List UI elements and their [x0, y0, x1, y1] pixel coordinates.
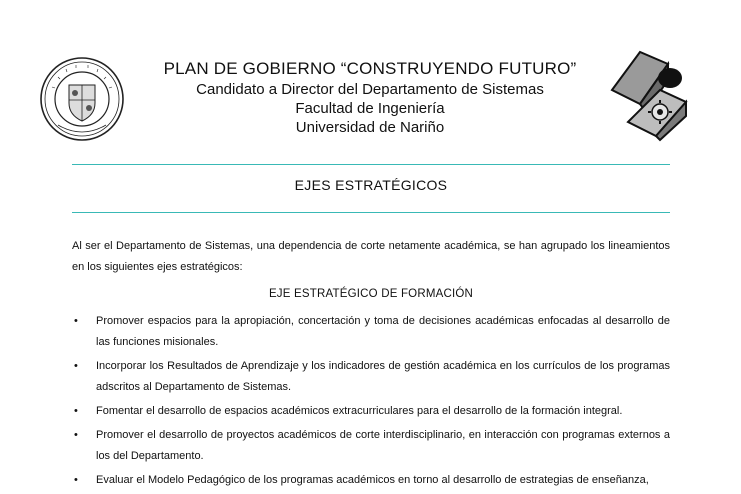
candidate-line: Candidato a Director del Departamento de Sistemas — [196, 81, 544, 98]
top-divider — [72, 164, 670, 165]
bullet-icon: • — [74, 429, 78, 441]
list-item — [72, 425, 670, 467]
list-item-text: Incorporar los Resultados de Aprendizaje y los indicadores de gestión académica en los currículos de los programas adscritos al Departamento de Sistemas. — [96, 360, 670, 393]
list-item — [72, 401, 670, 422]
intro-paragraph: Al ser el Departamento de Sistemas, una dependencia de corte netamente académica, se han agrupado los lineamientos en los siguientes ejes estratégicos: — [72, 240, 670, 273]
list-item-text: Evaluar el Modelo Pedagógico de los programas académicos en torno al desarrollo de estrategias de enseñanza, — [96, 474, 649, 486]
bullet-icon: • — [74, 315, 78, 327]
list-item — [72, 470, 670, 491]
section-title: EJES ESTRATÉGICOS — [294, 177, 448, 193]
bottom-divider — [72, 212, 670, 213]
university-seal-icon — [36, 55, 128, 143]
list-item — [72, 356, 670, 398]
bullet-icon: • — [74, 474, 78, 486]
document-header — [140, 58, 600, 137]
list-item — [72, 311, 670, 353]
bullet-icon: • — [74, 405, 78, 417]
list-item-text: Promover espacios para la apropiación, concertación y toma de decisiones académicas enfocadas al desarrollo de las funciones misionales. — [96, 315, 670, 348]
bullet-list — [72, 311, 670, 494]
list-item-text: Promover el desarrollo de proyectos académicos de corte interdisciplinario, en interacción con programas externos a los del Departamento. — [96, 429, 670, 462]
department-logo-icon — [608, 50, 690, 142]
subsection-title: EJE ESTRATÉGICO DE FORMACIÓN — [268, 288, 474, 300]
faculty-line: Facultad de Ingeniería — [295, 100, 445, 117]
bullet-icon: • — [74, 360, 78, 372]
list-item-text: Fomentar el desarrollo de espacios académicos extracurriculares para el desarrollo de la formación integral. — [96, 405, 623, 417]
plan-title: PLAN DE GOBIERNO “CONSTRUYENDO FUTURO” — [163, 59, 577, 78]
university-line: Universidad de Nariño — [295, 119, 445, 136]
